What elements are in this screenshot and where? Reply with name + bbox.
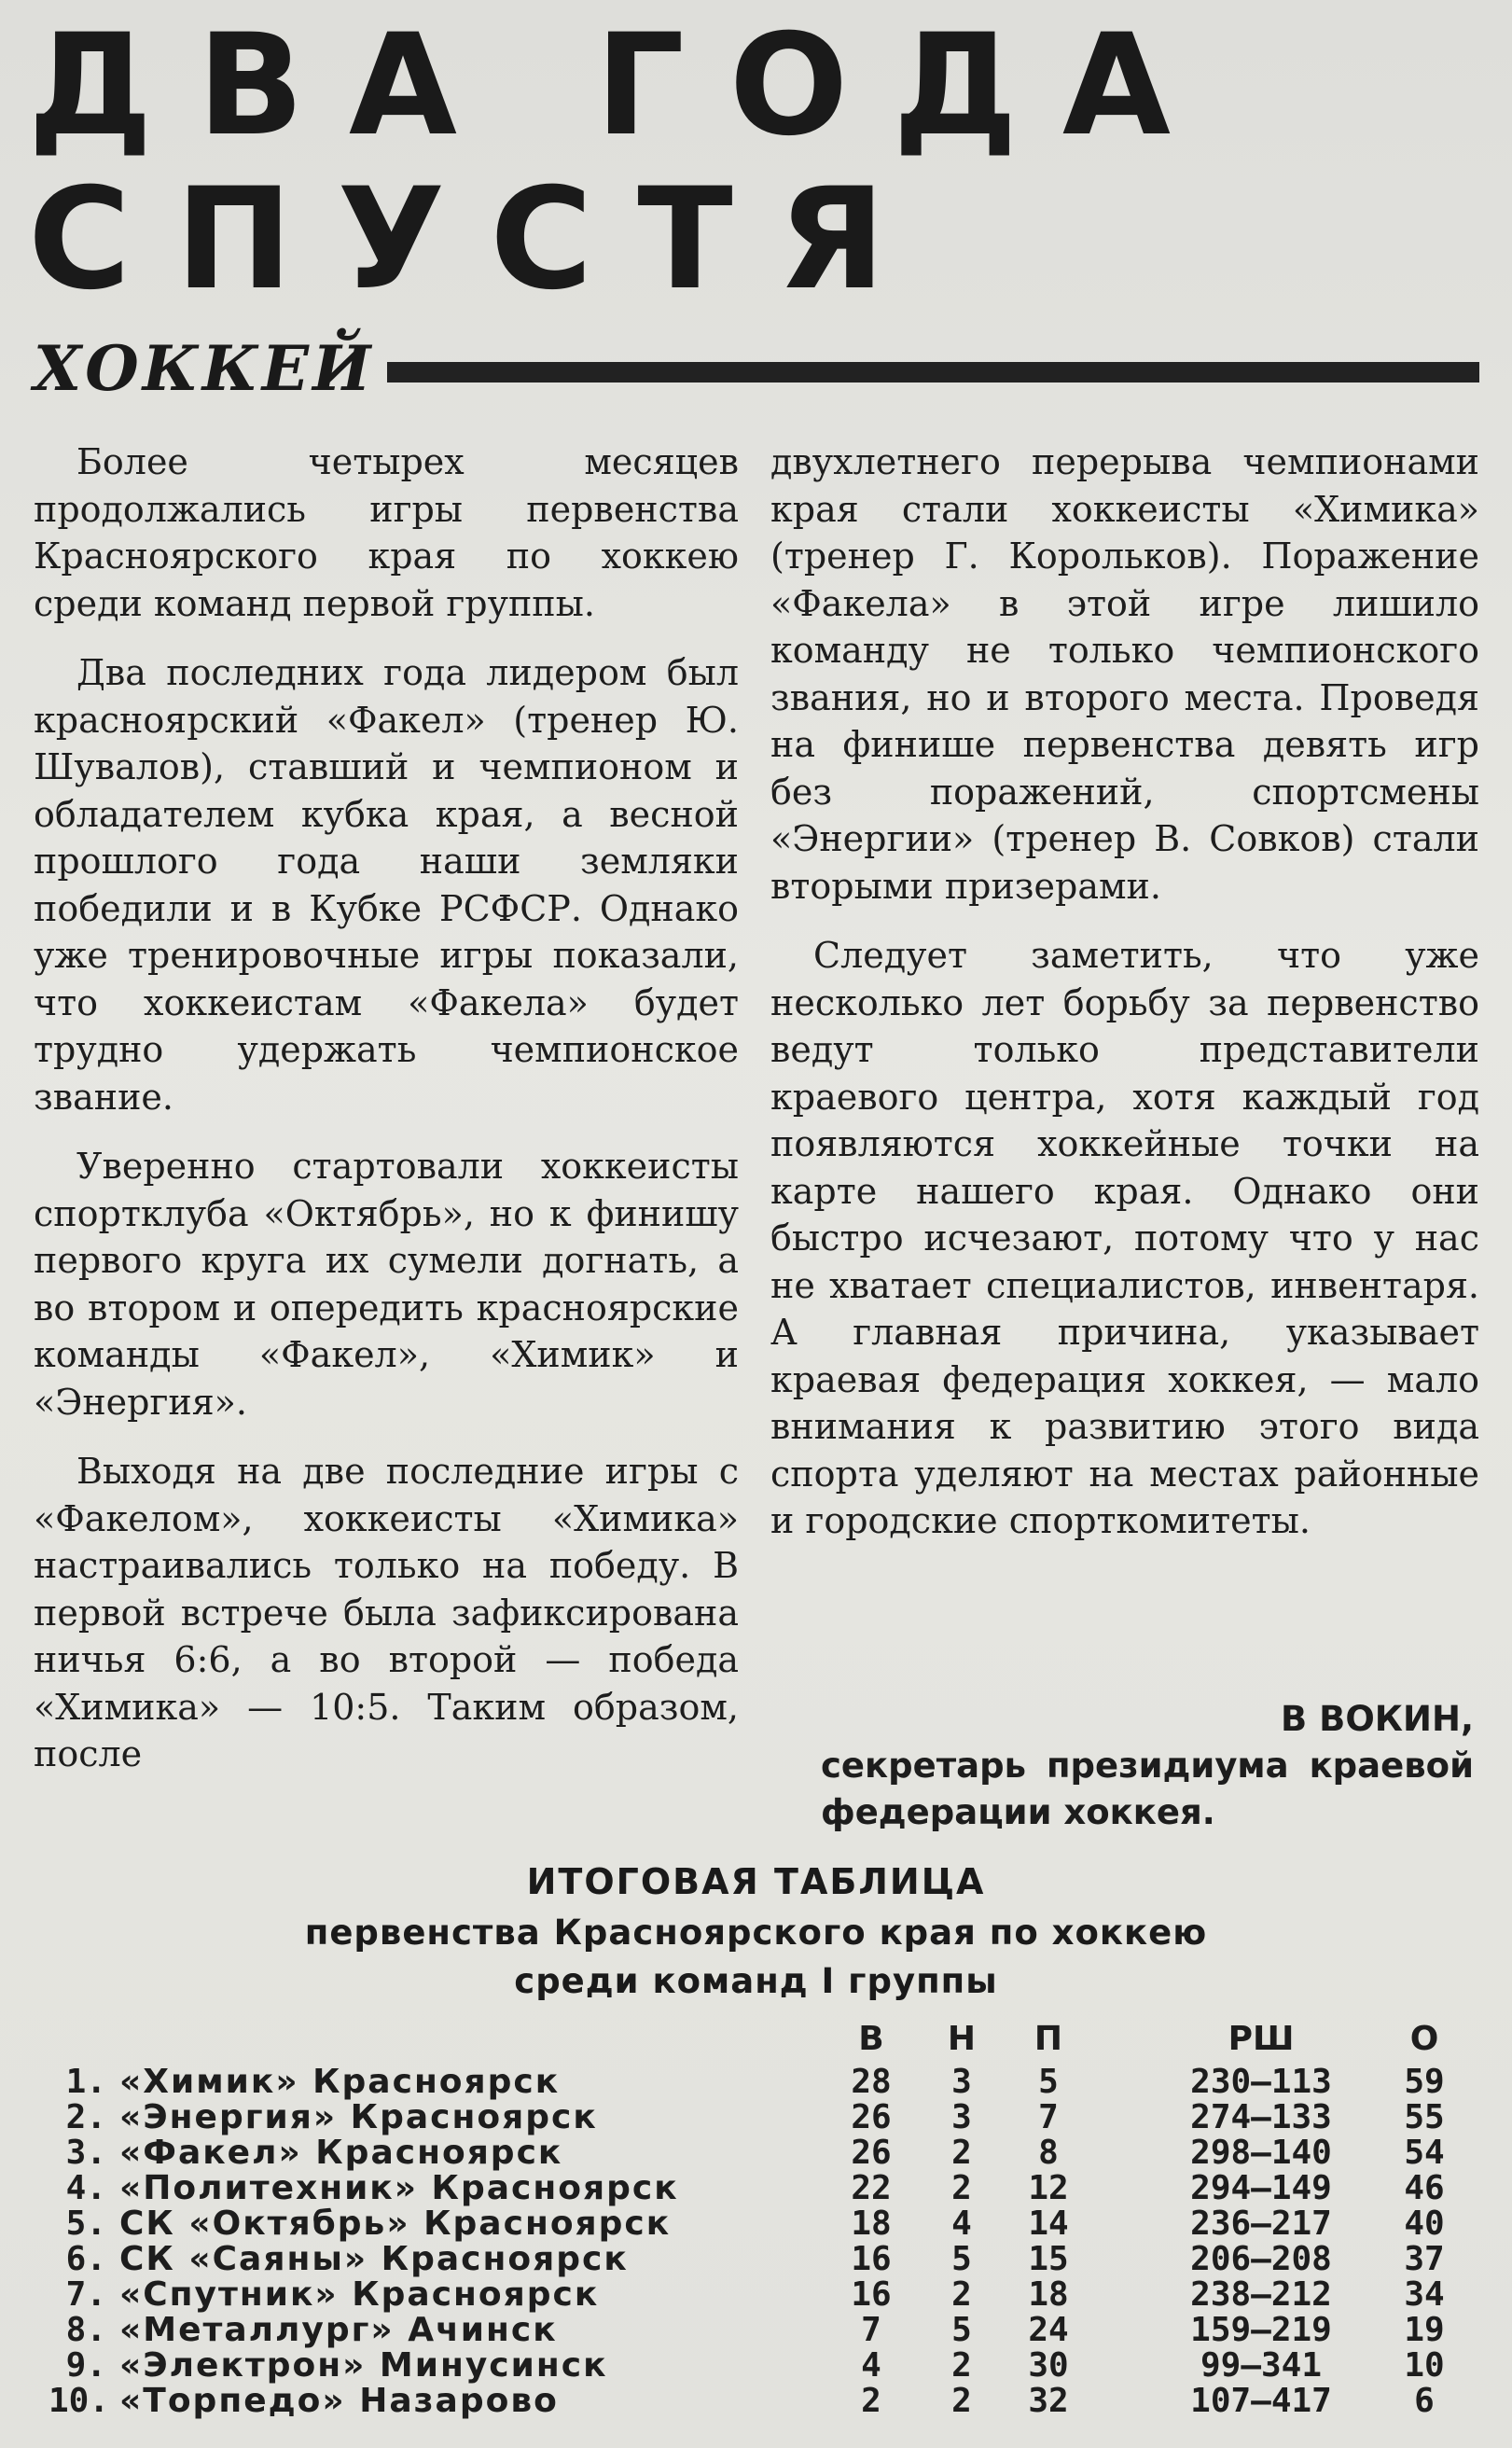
article-paragraph: Два последних года лидером был красноярский «Факел» (тренер Ю. Шувалов), ставший и чемпионом и обладателем кубка края, а весной прошлого года наши земляки победили и в Кубке РСФСР. Однако уже тренировочные игры показали, что хоккеистам «Факела» будет трудно удержать чемпионское звание.	[34, 652, 739, 1118]
rubric-label: ХОККЕЙ	[34, 332, 375, 405]
article-column-left	[34, 438, 739, 1801]
header-draws: Н	[947, 2020, 977, 2058]
table-row	[49, 2311, 1485, 2349]
row-losses: 7	[1038, 2098, 1059, 2136]
row-draws: 2	[951, 2134, 972, 2172]
row-points: 46	[1404, 2169, 1445, 2207]
row-position: 10.	[49, 2382, 110, 2420]
row-goals: 230—113	[1190, 2063, 1332, 2101]
row-team: «Спутник» Красноярск	[119, 2275, 600, 2314]
row-team: «Энергия» Красноярск	[119, 2098, 598, 2136]
rubric-rule	[387, 362, 1479, 382]
row-losses: 32	[1028, 2382, 1069, 2420]
row-points: 19	[1404, 2311, 1445, 2349]
row-draws: 3	[951, 2063, 972, 2101]
row-wins: 16	[851, 2275, 892, 2314]
article-paragraph: двухлетнего перерыва чемпионами края стали хоккеисты «Химика» (тренер Г. Корольков). Поражение «Факела» в этой игре лишило команду не только чемпионского звания, но и второго места. Проведя на финише первенства девять игр без поражений, спортсмены «Энергии» (тренер В. Совков) стали вторыми призерами.	[770, 441, 1479, 907]
row-wins: 4	[861, 2346, 881, 2385]
table-row	[49, 2098, 1485, 2134]
row-team: СК «Октябрь» Красноярск	[119, 2205, 672, 2243]
table-row	[49, 2063, 1485, 2101]
row-position: 1.	[65, 2063, 106, 2101]
row-goals: 99—341	[1200, 2346, 1323, 2385]
table-row	[49, 2275, 1485, 2314]
table-row	[49, 2346, 1485, 2385]
row-wins: 28	[851, 2063, 892, 2101]
row-draws: 2	[951, 2382, 972, 2420]
article-paragraph: Выходя на две последние игры с «Факелом», хоккеисты «Химика» настраивались только на победу. В первой встрече была зафиксирована ничья 6:6, а во второй — победа «Химика» — 10:5. Таким образом, после	[34, 1451, 739, 1774]
row-losses: 14	[1028, 2205, 1069, 2243]
row-points: 54	[1404, 2134, 1445, 2172]
row-wins: 22	[851, 2169, 892, 2207]
author-name: В ВОКИН,	[1281, 1699, 1474, 1739]
table-header-row	[49, 2020, 1485, 2063]
row-draws: 5	[951, 2311, 972, 2349]
headline	[28, 5, 1334, 321]
row-goals: 236—217	[1190, 2205, 1332, 2243]
article-paragraph: Более четырех месяцев продолжались игры первенства Красноярского края по хоккею среди команд первой группы.	[34, 441, 739, 624]
author-role: секретарь президиума краевой федерации хоккея.	[821, 1746, 1474, 1832]
row-goals: 238—212	[1190, 2275, 1332, 2314]
article-signature	[802, 1696, 1474, 1836]
row-points: 59	[1404, 2063, 1445, 2101]
article-column-right	[770, 438, 1479, 1567]
row-goals: 294—149	[1190, 2169, 1332, 2207]
row-wins: 7	[861, 2311, 881, 2349]
row-points: 55	[1404, 2098, 1445, 2136]
headline-line-1: ДВА ГОДА	[28, 5, 1216, 167]
row-team: «Электрон» Минусинск	[119, 2346, 608, 2385]
article-paragraph: Следует заметить, что уже несколько лет борьбу за первенство ведут только представители краевого центра, хотя каждый год появляются хоккейные точки на карте нашего края. Однако они быстро исчезают, потому что у нас не хватает специалистов, инвентаря. А главная причина, указывает краевая федерация хоккея, — мало внимания к развитию этого вида спорта уделяют на местах районные и городские спорткомитеты.	[770, 935, 1479, 1541]
row-points: 34	[1404, 2275, 1445, 2314]
row-team: «Торпедо» Назарово	[119, 2382, 559, 2420]
row-draws: 3	[951, 2098, 972, 2136]
row-goals: 206—208	[1190, 2240, 1332, 2278]
row-losses: 5	[1038, 2063, 1059, 2101]
row-draws: 4	[951, 2205, 972, 2243]
table-row	[49, 2169, 1485, 2205]
row-team: «Химик» Красноярск	[119, 2063, 561, 2101]
row-position: 7.	[65, 2275, 106, 2314]
row-losses: 24	[1028, 2311, 1069, 2349]
table-subtitle: среди команд I группы	[514, 1961, 998, 2001]
row-position: 9.	[65, 2346, 106, 2385]
header-wins: В	[858, 2020, 884, 2058]
header-points: О	[1409, 2020, 1439, 2058]
row-goals: 159—219	[1190, 2311, 1332, 2349]
row-position: 5.	[65, 2205, 106, 2243]
row-points: 6	[1414, 2382, 1435, 2420]
row-position: 6.	[65, 2240, 106, 2278]
row-points: 40	[1404, 2205, 1445, 2243]
row-goals: 107—417	[1190, 2382, 1332, 2420]
row-team: «Факел» Красноярск	[119, 2134, 563, 2172]
row-wins: 26	[851, 2134, 892, 2172]
row-points: 37	[1404, 2240, 1445, 2278]
row-wins: 26	[851, 2098, 892, 2136]
row-draws: 5	[951, 2240, 972, 2278]
row-team: СК «Саяны» Красноярск	[119, 2240, 629, 2278]
row-goals: 298—140	[1190, 2134, 1332, 2172]
row-position: 2.	[65, 2098, 106, 2136]
article-paragraph: Уверенно стартовали хоккеисты спортклуба «Октябрь», но к финишу первого круга их сумели догнать, а во втором и опередить красноярские команды «Факел», «Химик» и «Энергия».	[34, 1146, 739, 1423]
row-losses: 30	[1028, 2346, 1069, 2385]
row-position: 3.	[65, 2134, 106, 2172]
row-losses: 18	[1028, 2275, 1069, 2314]
row-team: «Политехник» Красноярск	[119, 2169, 679, 2207]
rubric	[34, 327, 1479, 410]
row-wins: 16	[851, 2240, 892, 2278]
table-row	[49, 2134, 1485, 2172]
standings-table	[49, 2020, 1485, 2420]
row-losses: 15	[1028, 2240, 1069, 2278]
row-losses: 12	[1028, 2169, 1069, 2207]
table-title: ИТОГОВАЯ ТАБЛИЦА	[526, 1861, 986, 1902]
header-goals: РШ	[1228, 2020, 1295, 2058]
table-row	[49, 2382, 1485, 2420]
row-points: 10	[1404, 2346, 1445, 2385]
row-position: 8.	[65, 2311, 106, 2349]
headline-line-2: СПУСТЯ	[28, 159, 931, 321]
header-losses: П	[1033, 2020, 1063, 2058]
table-row	[49, 2205, 1485, 2243]
row-team: «Металлург» Ачинск	[119, 2311, 558, 2349]
row-position: 4.	[65, 2169, 106, 2207]
row-draws: 2	[951, 2346, 972, 2385]
row-goals: 274—133	[1190, 2098, 1332, 2136]
row-draws: 2	[951, 2275, 972, 2314]
row-wins: 2	[861, 2382, 881, 2420]
table-subtitle: первенства Красноярского края по хоккею	[304, 1912, 1208, 1953]
row-wins: 18	[851, 2205, 892, 2243]
row-draws: 2	[951, 2169, 972, 2207]
row-losses: 8	[1038, 2134, 1059, 2172]
table-row	[49, 2240, 1485, 2278]
